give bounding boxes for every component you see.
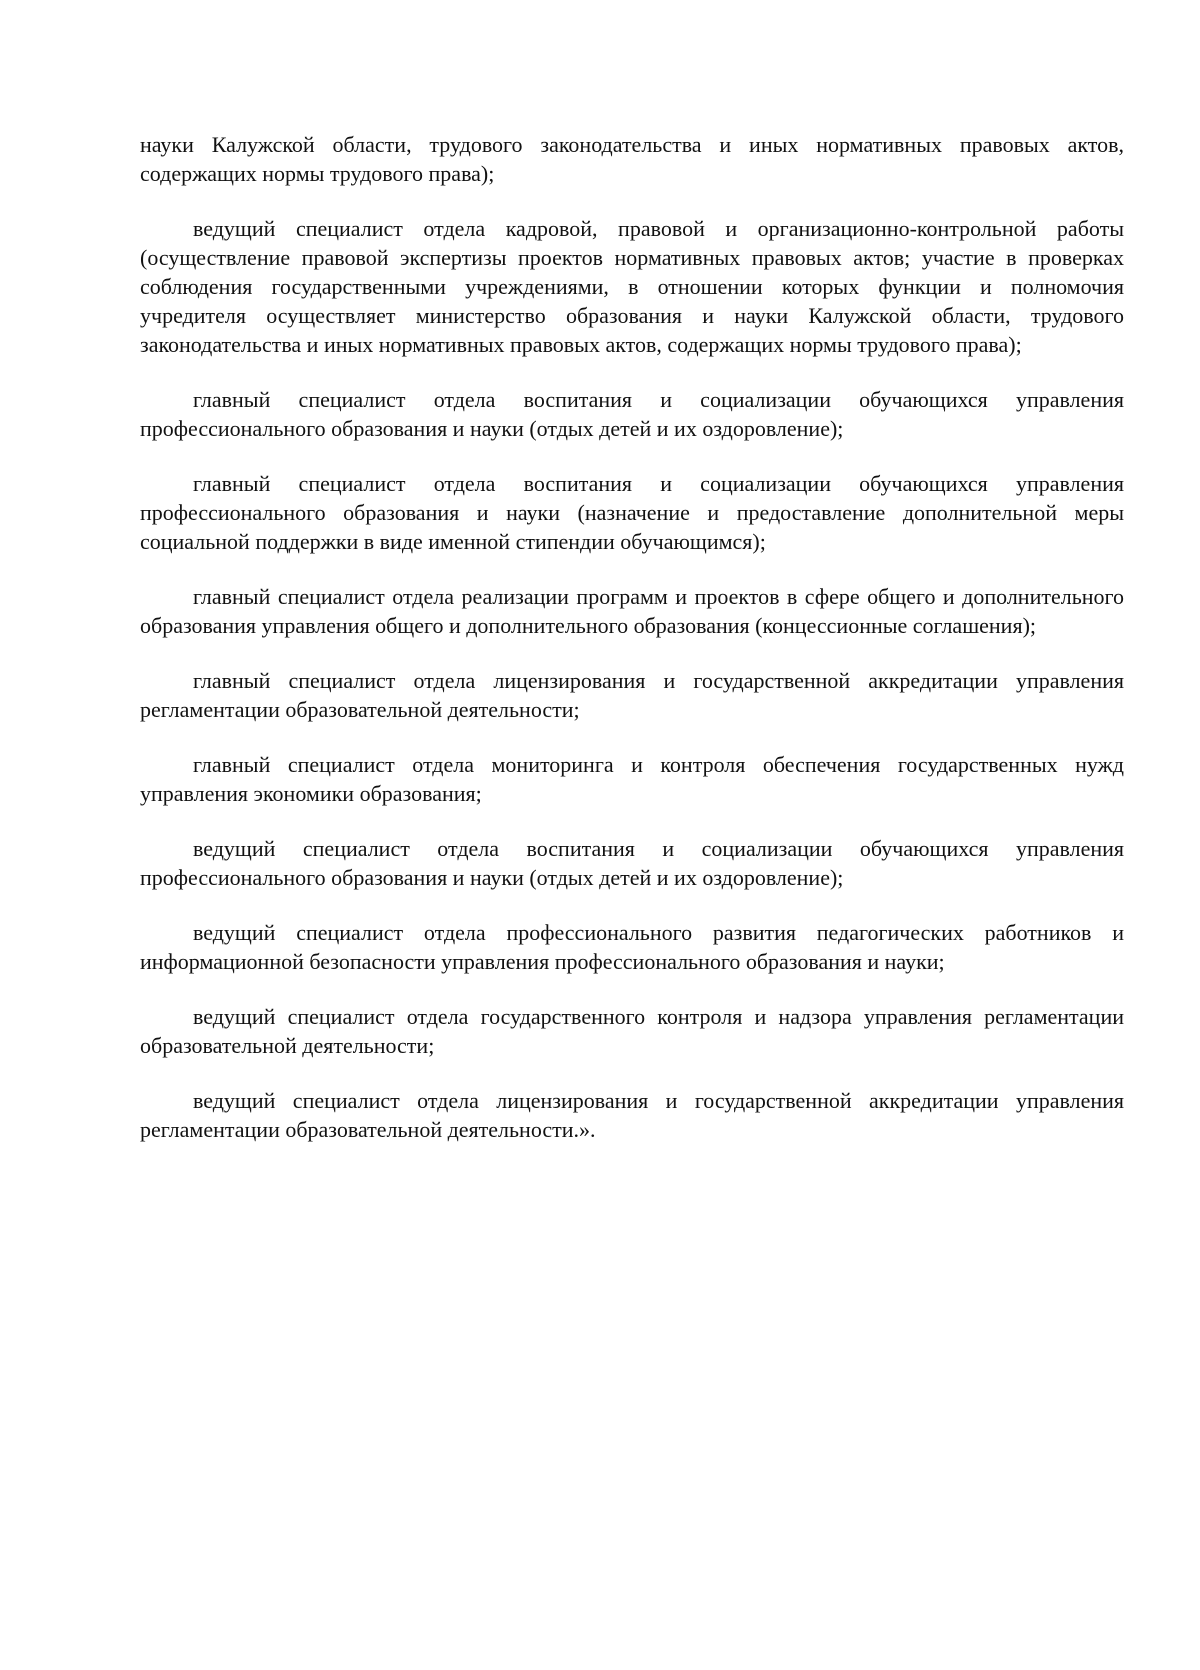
paragraph-chief-specialist-upbringing-scholarship: главный специалист отдела воспитания и социализации обучающихся управления профессионального образования и науки (назначение и предоставление дополнительной меры социальной поддержки в виде именной стипендии обучающимся); <box>140 471 1124 554</box>
document-body <box>140 130 1124 1170</box>
paragraph-chief-specialist-programs: главный специалист отдела реализации программ и проектов в сфере общего и дополнительного образования управления общего и дополнительного образования (концессионные соглашения); <box>140 584 1124 638</box>
paragraph-lead-specialist-licensing: ведущий специалист отдела лицензирования и государственной аккредитации управления регламентации образовательной деятельности.». <box>140 1088 1124 1142</box>
paragraph-continuation: науки Калужской области, трудового законодательства и иных нормативных правовых актов, содержащих нормы трудового права); <box>140 132 1124 186</box>
paragraph-lead-specialist-state-control: ведущий специалист отдела государственного контроля и надзора управления регламентации образовательной деятельности; <box>140 1004 1124 1058</box>
paragraph-lead-specialist-upbringing-rest: ведущий специалист отдела воспитания и социализации обучающихся управления профессионального образования и науки (отдых детей и их оздоровление); <box>140 836 1124 890</box>
paragraph-lead-specialist-legal: ведущий специалист отдела кадровой, правовой и организационно-контрольной работы (осуществление правовой экспертизы проектов нормативных правовых актов; участие в проверках соблюдения государственными учреждениями, в отношении которых функции и полномочия учредителя осуществляет министерство образования и науки Калужской области, трудового законодательства и иных нормативных правовых актов, содержащих нормы трудового права); <box>140 216 1124 357</box>
paragraph-lead-specialist-professional-development: ведущий специалист отдела профессионального развития педагогических работников и информационной безопасности управления профессионального образования и науки; <box>140 920 1124 974</box>
paragraph-chief-specialist-licensing: главный специалист отдела лицензирования и государственной аккредитации управления регламентации образовательной деятельности; <box>140 668 1124 722</box>
paragraph-chief-specialist-upbringing-rest: главный специалист отдела воспитания и социализации обучающихся управления профессионального образования и науки (отдых детей и их оздоровление); <box>140 387 1124 441</box>
paragraph-chief-specialist-monitoring: главный специалист отдела мониторинга и контроля обеспечения государственных нужд управления экономики образования; <box>140 752 1124 806</box>
